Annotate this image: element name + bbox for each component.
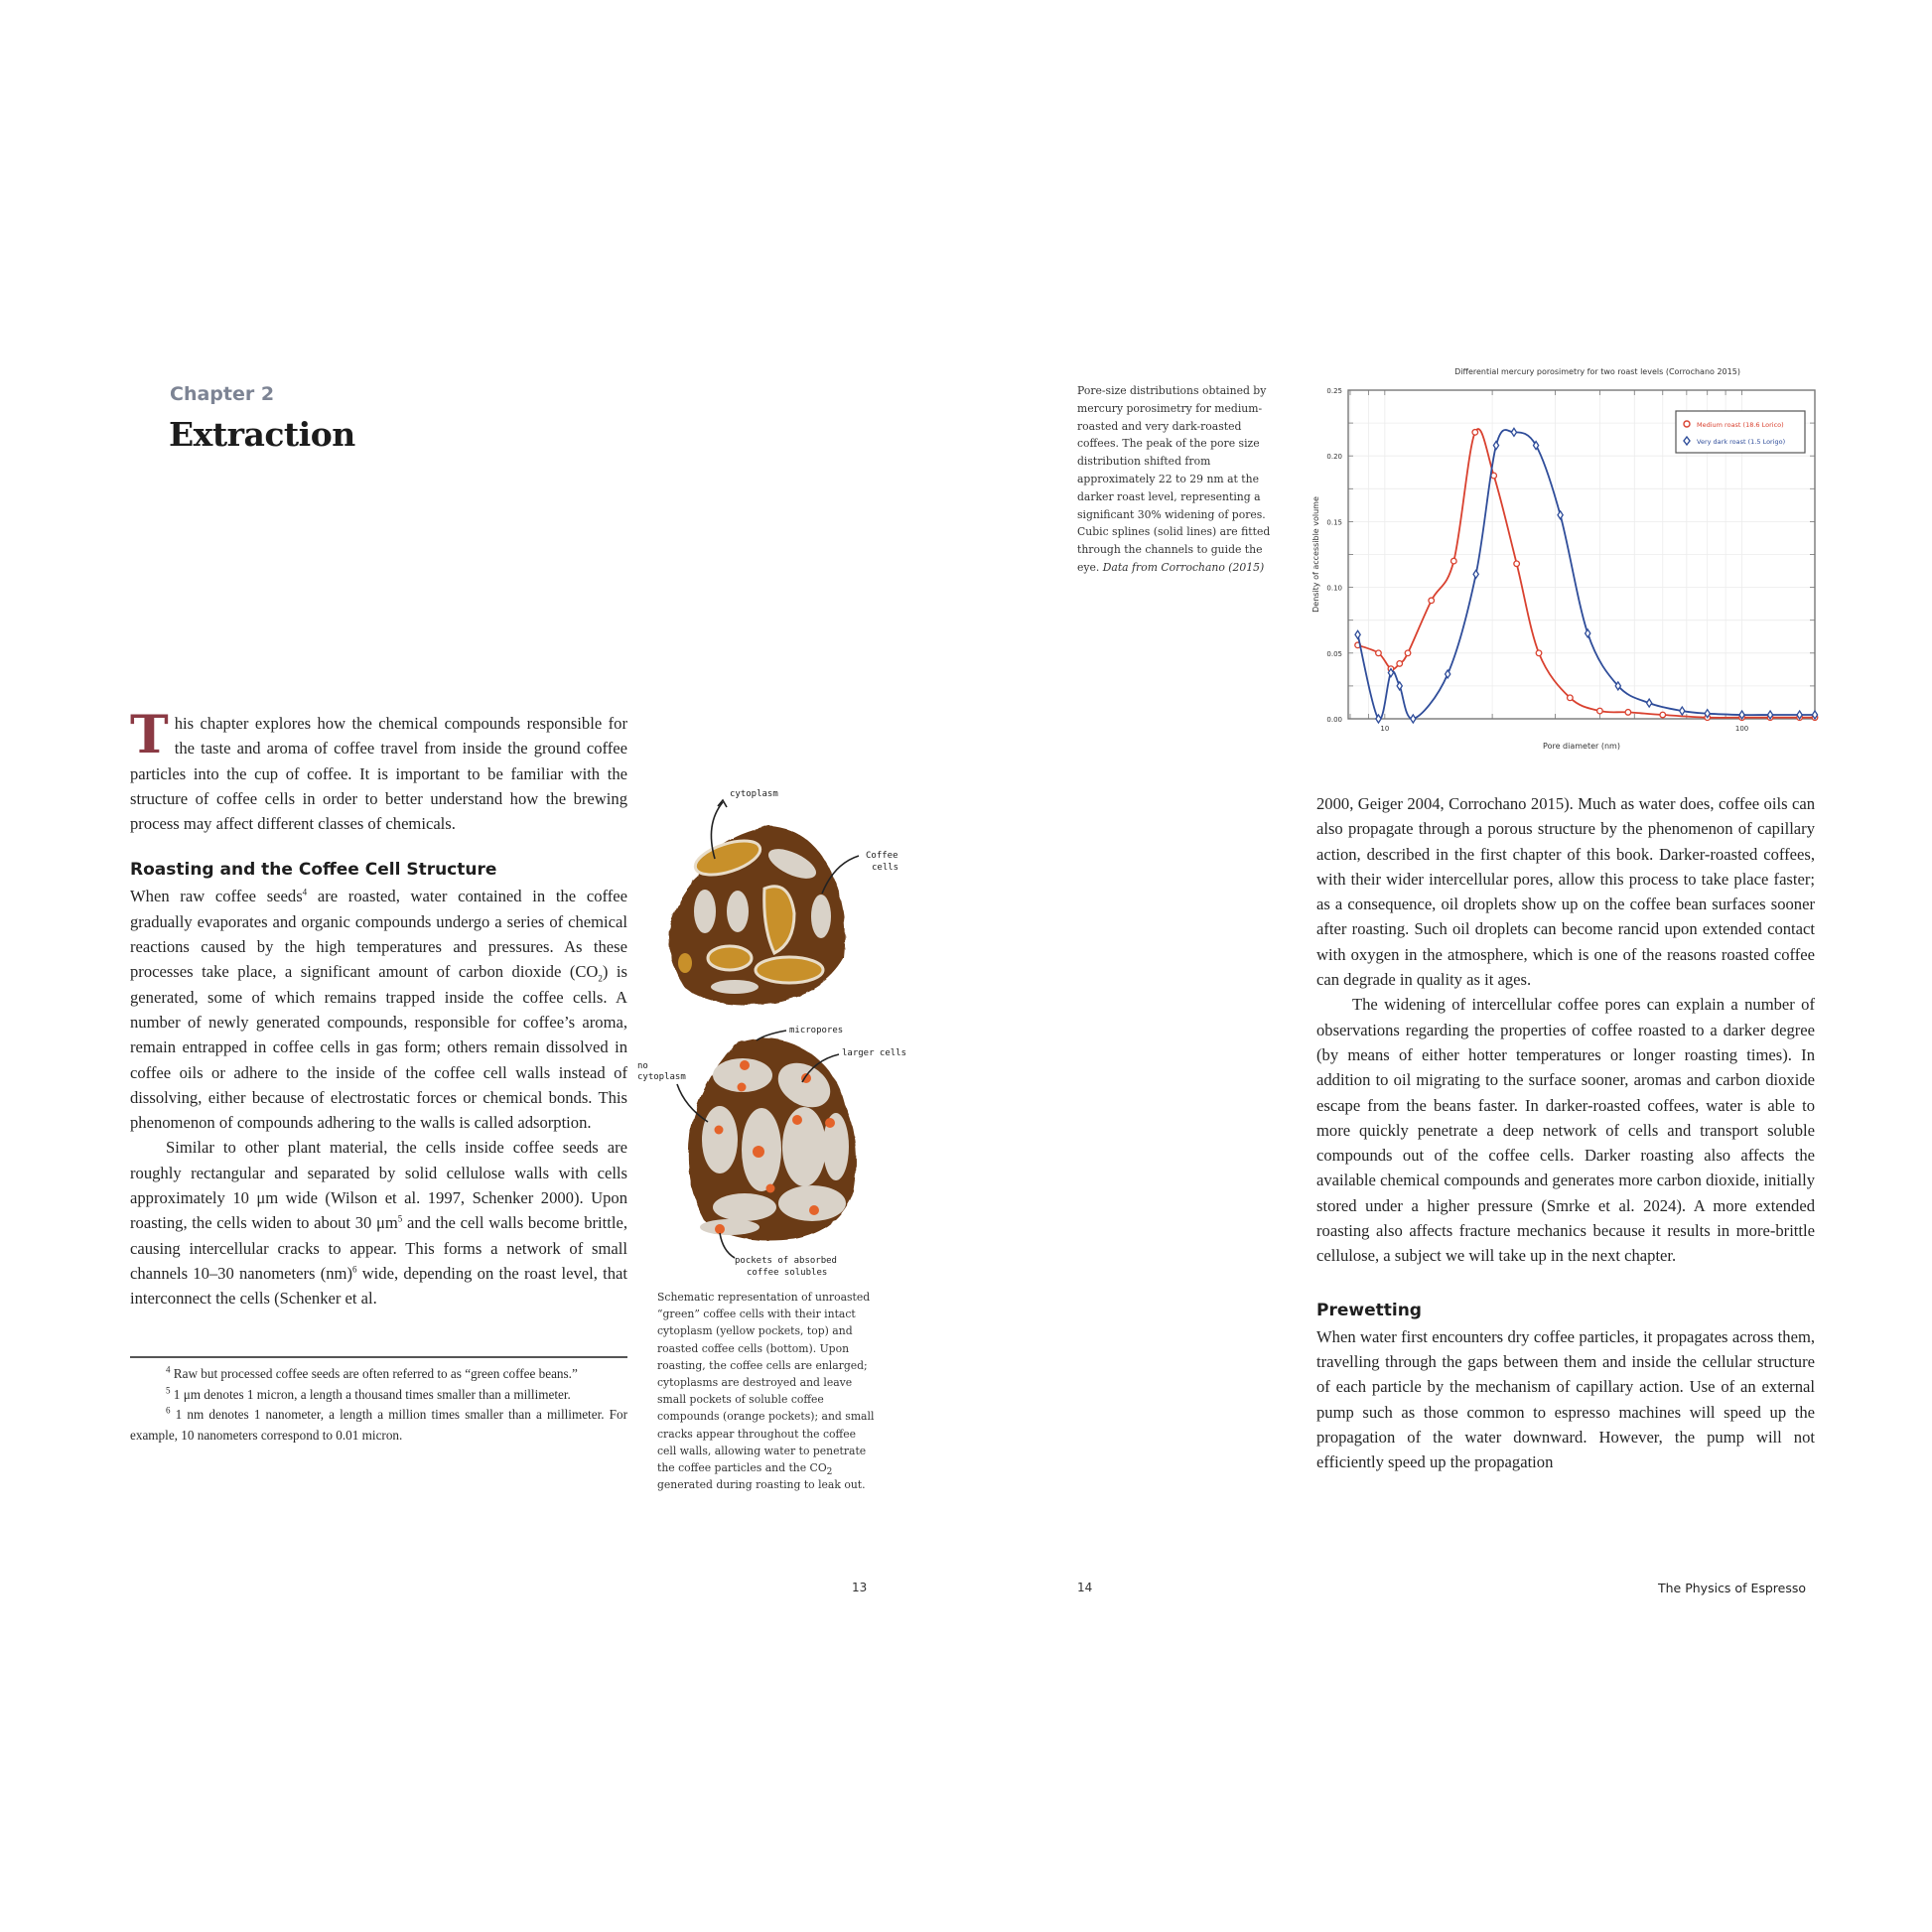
footnote-mark: 4 bbox=[166, 1364, 171, 1375]
footnote bbox=[130, 1405, 627, 1446]
section-heading-prewetting: Prewetting bbox=[1316, 1300, 1422, 1320]
dropcap: T bbox=[130, 705, 169, 765]
x-axis bbox=[1380, 725, 1748, 733]
cell bbox=[778, 1185, 846, 1221]
cell bbox=[713, 1193, 776, 1221]
y-tick-label: 0.25 bbox=[1326, 387, 1342, 395]
footnote-text: 1 nm denotes 1 nanometer, a length a million times smaller than a millimeter. For example, 10 nanometers correspond to 0.01 micron. bbox=[130, 1407, 627, 1443]
data-point-circle bbox=[1660, 712, 1666, 718]
pocket bbox=[792, 1115, 802, 1125]
data-point-diamond bbox=[1473, 570, 1478, 578]
pocket bbox=[809, 1205, 819, 1215]
footnote-ref: 4 bbox=[302, 887, 308, 897]
data-point-diamond bbox=[1680, 707, 1685, 715]
legend-label-dark: Very dark roast (1.5 Lorigo) bbox=[1697, 438, 1786, 446]
data-point-circle bbox=[1397, 661, 1403, 667]
caption-text: Pore-size distributions obtained by mercury porosimetry for medium-roasted and very dark-roasted coffees. The peak of the pore size distribution shifted from approximately 22 to 29 nm at the darker roast level, representing a significant 30% widening of pores. Cubic splines (solid lines) are fitted through the channels to guide the eye. bbox=[1077, 384, 1271, 574]
porosimetry-chart bbox=[1291, 357, 1847, 774]
pocket bbox=[740, 1060, 750, 1070]
label-pockets: pockets of absorbed bbox=[735, 1256, 837, 1266]
caption-source: Data from Corrochano (2015) bbox=[1102, 560, 1265, 574]
y-tick-label: 0.10 bbox=[1326, 584, 1342, 593]
roasted-bean-diagram bbox=[637, 1026, 906, 1278]
cell bbox=[727, 891, 749, 932]
page-number-right: 14 bbox=[1077, 1581, 1093, 1594]
y-tick-label: 0.15 bbox=[1326, 518, 1342, 527]
series-line-0 bbox=[1358, 429, 1815, 718]
x-tick-label: 10 bbox=[1380, 725, 1390, 733]
data-point-diamond bbox=[1558, 511, 1563, 519]
label-cytoplasm: cytoplasm bbox=[730, 789, 778, 799]
chart-caption bbox=[1077, 382, 1286, 577]
text-run: are roasted, water contained in the coffee gradually evaporates and organic compounds undergo a series of chemical reactions caused by the high temperatures and pressures. As these processes take place, a significant amount of carbon dioxide (CO bbox=[130, 887, 627, 982]
paragraph-prewetting: When water first encounters dry coffee particles, it propagates across them, travelling through the gaps between them and inside the cellular structure of each particle by the mechanism of capillary action. Use of an external pump such as those common to espresso machines will speed up the propagation of the water downward. However, the pump will not efficiently speed up the propagation bbox=[1316, 1326, 1815, 1472]
page-number-left: 13 bbox=[852, 1581, 868, 1594]
section-heading-roasting: Roasting and the Coffee Cell Structure bbox=[130, 860, 497, 881]
label-no-cytoplasm-2: cytoplasm bbox=[637, 1072, 686, 1082]
legend-label-medium: Medium roast (18.6 Lorico) bbox=[1697, 421, 1784, 429]
y-axis bbox=[1326, 387, 1342, 724]
y-tick-label: 0.05 bbox=[1326, 649, 1342, 658]
paragraph-roasting-2 bbox=[130, 1135, 627, 1311]
footnote-text: 1 μm denotes 1 micron, a length a thousand times smaller than a millimeter. bbox=[170, 1386, 571, 1402]
subscript: 2 bbox=[826, 1467, 833, 1478]
data-point-circle bbox=[1597, 708, 1603, 714]
footnote-text: Raw but processed coffee seeds are often referred to as “green coffee beans.” bbox=[170, 1366, 578, 1381]
pocket bbox=[825, 1118, 835, 1128]
cell bbox=[694, 890, 716, 933]
cell bbox=[811, 895, 831, 938]
chart-series bbox=[1355, 428, 1818, 723]
paragraph-oils: 2000, Geiger 2004, Corrochano 2015). Much as water does, coffee oils can also propagate through a porous structure by the phenomenon of capillary action, described in the first chapter of this book. Darker-roasted coffees, with their wider intercellular pores, allow this process to take place faster; as a consequence, oil droplets show up on the coffee bean surfaces sooner after roasting. Such oil droplets can become rancid upon extended contact with oxygen in the atmosphere, which is one of the reasons roasted coffee can degrade in quality as it ages. bbox=[1316, 794, 1815, 990]
footnote-mark: 6 bbox=[166, 1405, 171, 1416]
data-point-circle bbox=[1376, 650, 1382, 656]
text-run: Similar to other plant material, the cells inside coffee seeds are roughly rectangular and separated by solid cellulose walls with cells approximately 10 μm wide (Wilson et al. 1997, Schenker 2000). Upon roasting, the cells widen to about 30 μm bbox=[130, 1138, 627, 1233]
pocket bbox=[738, 1083, 747, 1092]
series-line-1 bbox=[1358, 430, 1815, 720]
label-micropores: micropores bbox=[789, 1026, 844, 1035]
footnotes bbox=[130, 1364, 627, 1446]
data-point-circle bbox=[1625, 710, 1631, 716]
text-run: When raw coffee seeds bbox=[130, 887, 303, 906]
pocket bbox=[766, 1184, 775, 1193]
pocket bbox=[715, 1224, 725, 1234]
data-point-circle bbox=[1514, 561, 1520, 567]
data-point-diamond bbox=[1355, 630, 1360, 638]
data-point-diamond bbox=[1511, 428, 1516, 436]
chapter-label: Chapter 2 bbox=[170, 383, 275, 405]
cytoplasm-pocket bbox=[756, 957, 823, 983]
arrow-icon bbox=[720, 1233, 735, 1258]
footnote-mark: 5 bbox=[166, 1385, 171, 1396]
right-body-column bbox=[1316, 791, 1815, 1474]
label-coffee-cells: Coffee bbox=[866, 851, 898, 861]
pocket bbox=[753, 1146, 764, 1158]
cytoplasm-pocket bbox=[708, 946, 752, 970]
label-coffee-cells-2: cells bbox=[872, 863, 899, 873]
label-larger-cells: larger cells bbox=[842, 1048, 907, 1058]
text-run: and the cell walls become brittle, causing intercellular cracks to appear. This forms a network of small channels 10–30 nanometers (nm) bbox=[130, 1213, 627, 1283]
green-bean-diagram bbox=[669, 789, 898, 1005]
x-axis-label: Pore diameter (nm) bbox=[1543, 742, 1620, 751]
footnote bbox=[130, 1385, 627, 1406]
cytoplasm-pocket bbox=[678, 953, 692, 973]
footnote-rule bbox=[130, 1356, 627, 1358]
running-head: The Physics of Espresso bbox=[1658, 1581, 1807, 1595]
cell bbox=[711, 980, 759, 994]
data-point-diamond bbox=[1647, 699, 1652, 707]
y-tick-label: 0.20 bbox=[1326, 453, 1342, 462]
figure-caption bbox=[657, 1289, 876, 1493]
caption-text: generated during roasting to leak out. bbox=[657, 1478, 866, 1492]
text-run: wide, depending on the roast level, that interconnect the cells (Schenker et al. bbox=[130, 1263, 627, 1309]
intro-paragraph bbox=[130, 705, 627, 836]
label-no-cytoplasm: no bbox=[637, 1061, 648, 1071]
data-point-circle bbox=[1472, 430, 1478, 436]
coffee-cell-illustration bbox=[635, 784, 933, 1291]
data-point-diamond bbox=[1493, 442, 1498, 450]
paragraph-widening: The widening of intercellular coffee pores can explain a number of observations regarding the properties of coffee roasted to a darker degree (by means of either hotter temperatures or longer roasting times). In addition to oil migrating to the surface sooner, aromas and carbon dioxide escape from the beans faster. In darker-roasted coffees, water is able to more quickly penetrate a deep network of cells and transport soluble compounds out of the coffee cells. Darker roasting also affects the available chemical compounds and generates more carbon dioxide, initially stored under a higher pressure (Smrke et al. 2024). A more extended roasting also affects fracture mechanics because it results in more-brittle cellulose, a subject we will take up in the next chapter. bbox=[1316, 995, 1815, 1266]
caption-text: Schematic representation of unroasted “green” coffee cells with their intact cytoplasm (yellow pockets, top) and roasted coffee cells (bottom). Upon roasting, the coffee cells are enlarged; cytoplasms are destroyed and leave small pockets of soluble coffee compounds (orange pockets); and small cracks appear throughout the coffee cell walls, allowing water to penetrate the coffee particles and the CO bbox=[657, 1291, 875, 1475]
cell bbox=[700, 1219, 759, 1235]
label-pockets-2: coffee solubles bbox=[747, 1268, 828, 1278]
chart-title: Differential mercury porosimetry for two roast levels (Corrochano 2015) bbox=[1454, 367, 1740, 376]
left-body-column bbox=[130, 705, 628, 1311]
pocket bbox=[715, 1126, 724, 1135]
y-axis-label: Density of accessible volume bbox=[1311, 496, 1320, 613]
x-tick-label: 100 bbox=[1734, 725, 1749, 733]
data-point-circle bbox=[1429, 598, 1435, 604]
cell bbox=[782, 1107, 826, 1186]
data-point-circle bbox=[1568, 695, 1574, 701]
legend-box bbox=[1676, 411, 1805, 453]
data-point-diamond bbox=[1411, 715, 1416, 723]
footnote-ref: 5 bbox=[397, 1213, 403, 1224]
intro-text: his chapter explores how the chemical compounds responsible for the taste and aroma of coffee travel from inside the ground coffee particles into the cup of coffee. It is important to be familiar with the structure of coffee cells in order to better understand how the brewing process may affect different classes of chemicals. bbox=[130, 714, 627, 834]
paragraph-roasting-1 bbox=[130, 884, 627, 1135]
chapter-title: Extraction bbox=[169, 415, 355, 454]
chart-legend bbox=[1676, 411, 1805, 453]
cell bbox=[702, 1106, 738, 1173]
footnote bbox=[130, 1364, 627, 1385]
data-point-circle bbox=[1536, 650, 1542, 656]
footnote-ref: 6 bbox=[351, 1264, 357, 1275]
data-point-circle bbox=[1405, 650, 1411, 656]
text-run: ) is generated, some of which remains trapped inside the coffee cells. A number of newly generated compounds, responsible for coffee’s aroma, remain entrapped in coffee cells in gas form; others remain dissolved in coffee oils or adhere to the inside of the coffee cell walls instead of dissolving, either because of electrostatic forces or chemical bonds. This phenomenon of compounds adhering to the walls is called adsorption. bbox=[130, 962, 628, 1133]
data-point-circle bbox=[1451, 558, 1457, 564]
y-tick-label: 0.00 bbox=[1326, 716, 1342, 724]
subscript: 2 bbox=[598, 973, 603, 984]
